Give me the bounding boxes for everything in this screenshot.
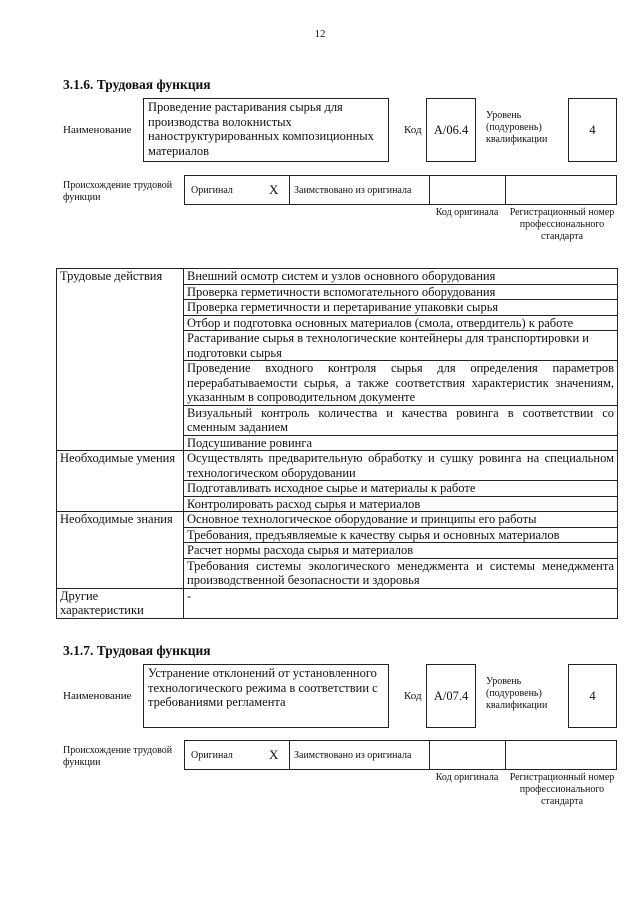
knowledge-item: Требования системы экологического менеджмента и системы менеджмента производственной безопасности и здоровья [184, 558, 618, 588]
level-label: Уровень (подуровень) квалификации [486, 110, 548, 145]
labor-action-item: Отбор и подготовка основных материалов (смола, отвердитель) к работе [184, 315, 618, 331]
function-name: Проведение растаривания сырья для производства волокнистых наноструктурированных композиционных материалов [148, 100, 374, 158]
other-characteristics-value: - [184, 588, 618, 618]
origin-table [184, 740, 617, 770]
required-skills-label: Необходимые умения [57, 451, 184, 512]
original-code-caption: Код оригинала [435, 772, 499, 783]
registration-number-caption: Регистрационный номер профессионального стандарта [509, 207, 615, 242]
required-knowledge-label: Необходимые знания [57, 512, 184, 589]
original-code-caption: Код оригинала [435, 207, 499, 218]
origin-borrowed: Заимствовано из оригинала [294, 185, 412, 196]
other-characteristics-label: Другие характеристики [57, 588, 184, 618]
qualification-level: 4 [568, 98, 617, 162]
labor-action-item: Визуальный контроль количества и качества ровинга в соответствии со сменным заданием [184, 405, 618, 435]
function-name: Устранение отклонений от установленного технологического режима в соответствии с требованиями регламента [148, 666, 378, 709]
skill-item: Контролировать расход сырья и материалов [184, 496, 618, 512]
function-name-box [143, 664, 389, 728]
labor-action-item: Проведение входного контроля сырья для определения параметров перерабатываемости сырья, а также соответствия характеристик значениям, указанным в сопроводительном документе [184, 361, 618, 406]
labor-action-item: Растаривание сырья в технологические контейнеры для транспортировки и подготовки сырья [184, 331, 618, 361]
labor-action-item: Внешний осмотр систем и узлов основного оборудования [184, 269, 618, 285]
function-code: А/07.4 [426, 664, 476, 728]
skill-item: Подготавливать исходное сырье и материалы к работе [184, 481, 618, 497]
qualification-level: 4 [568, 664, 617, 728]
labor-function-details-table [56, 268, 618, 619]
origin-original: Оригинал [191, 750, 233, 761]
name-label: Наименование [63, 124, 132, 136]
origin-mark: X [269, 747, 279, 762]
knowledge-item: Требования, предъявляемые к качеству сырья и основных материалов [184, 527, 618, 543]
section-heading-3-1-7: 3.1.7. Трудовая функция [63, 643, 211, 658]
function-code: А/06.4 [426, 98, 476, 162]
registration-number-caption: Регистрационный номер профессионального стандарта [509, 772, 615, 807]
knowledge-item: Основное технологическое оборудование и принципы его работы [184, 512, 618, 528]
origin-original: Оригинал [191, 185, 233, 196]
origin-label: Происхождение трудовой функции [63, 745, 173, 768]
labor-action-item: Проверка герметичности и перетаривание упаковки сырья [184, 300, 618, 316]
code-label: Код [404, 124, 422, 136]
origin-label: Происхождение трудовой функции [63, 180, 173, 203]
knowledge-item: Расчет нормы расхода сырья и материалов [184, 543, 618, 559]
origin-table [184, 175, 617, 205]
section-heading-3-1-6: 3.1.6. Трудовая функция [63, 77, 211, 92]
level-label: Уровень (подуровень) квалификации [486, 676, 548, 711]
labor-action-item: Проверка герметичности вспомогательного оборудования [184, 284, 618, 300]
origin-mark: X [269, 182, 279, 197]
code-label: Код [404, 690, 422, 702]
labor-action-item: Подсушивание ровинга [184, 435, 618, 451]
page-number: 12 [314, 28, 326, 40]
labor-actions-label: Трудовые действия [57, 269, 184, 451]
function-name-box [143, 98, 389, 162]
skill-item: Осуществлять предварительную обработку и сушку ровинга на специальном технологическом оборудовании [184, 451, 618, 481]
origin-borrowed: Заимствовано из оригинала [294, 750, 412, 761]
name-label: Наименование [63, 690, 132, 702]
